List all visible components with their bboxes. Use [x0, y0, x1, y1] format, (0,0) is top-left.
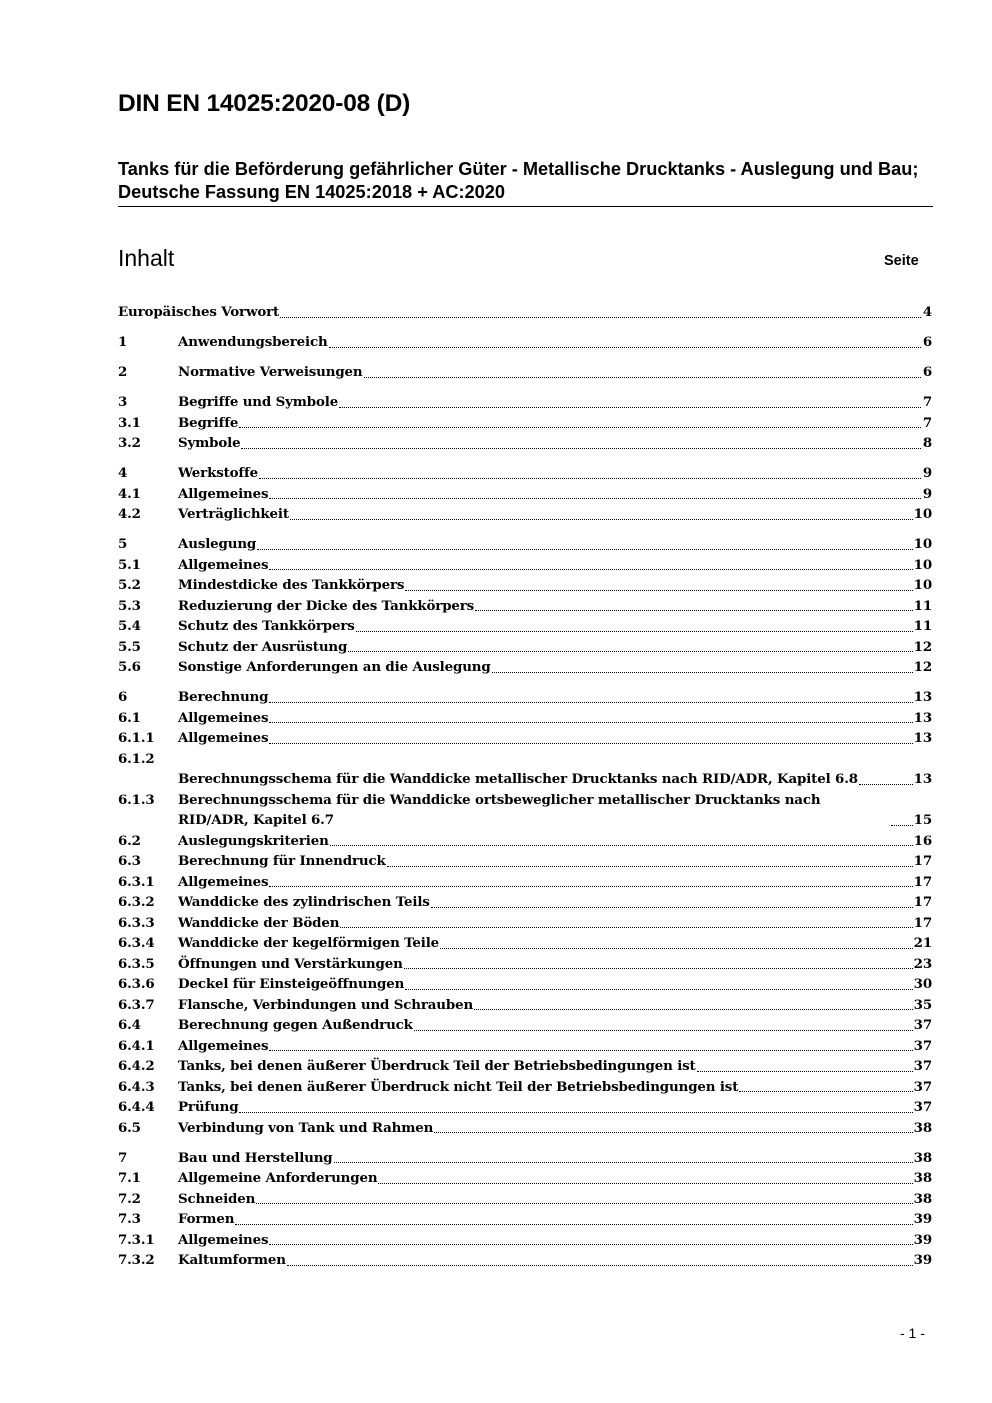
toc-entry[interactable]: [118, 392, 932, 413]
toc-entry-number: 4.2: [118, 506, 141, 522]
toc-entry-page: 37: [913, 1078, 932, 1095]
toc-dot-leader: [334, 1162, 913, 1163]
toc-entry-title: Allgemeines: [178, 873, 269, 890]
toc-dot-leader: [269, 743, 912, 744]
title-divider: [118, 206, 933, 207]
toc-entry-title: Wanddicke des zylindrischen Teils: [178, 894, 430, 910]
toc-dot-leader: [269, 569, 912, 570]
toc-entry-title: Auslegung: [178, 536, 257, 552]
toc-entry-title: Allgemeines: [178, 1037, 269, 1054]
toc-dot-leader: [235, 1224, 912, 1225]
toc-entry-title: Schutz des Tankkörpers: [178, 618, 355, 634]
toc-entry-number: 5.6: [118, 659, 141, 675]
toc-dot-leader: [239, 1112, 912, 1113]
toc-entry[interactable]: [118, 332, 932, 353]
toc-entry-number: 1: [118, 334, 128, 350]
toc-entry-page: 39: [913, 1231, 932, 1248]
toc-dot-leader: [269, 1050, 912, 1051]
toc-entry-number: 6.4.4: [118, 1099, 155, 1115]
toc-entry[interactable]: [118, 851, 932, 872]
toc-entry-number: 6: [118, 689, 128, 705]
toc-entry[interactable]: [118, 1015, 932, 1036]
toc-entry-number: 6.1: [118, 709, 141, 726]
toc-entry[interactable]: [118, 302, 932, 323]
toc-entry-page: 9: [922, 465, 932, 481]
toc-dot-leader: [287, 1265, 913, 1266]
toc-heading: Inhalt: [118, 245, 175, 271]
toc-entry[interactable]: [118, 616, 932, 637]
toc-entry-page: 38: [913, 1190, 932, 1207]
toc-entry-title: Allgemeines: [178, 556, 269, 573]
toc-entry-title: Wanddicke der Böden: [178, 914, 340, 931]
toc-entry[interactable]: [118, 596, 932, 617]
toc-entry-page: 39: [913, 1252, 932, 1268]
toc-entry-number: 6.1.3: [118, 791, 155, 808]
toc-dot-leader: [280, 317, 921, 318]
toc-dot-leader: [404, 968, 913, 969]
toc-entry-title: Allgemeine Anforderungen: [178, 1170, 378, 1186]
toc-entry-number: 3: [118, 394, 128, 410]
toc-entry[interactable]: [118, 995, 932, 1016]
toc-entry[interactable]: [118, 657, 932, 678]
toc-entry[interactable]: [118, 687, 932, 708]
toc-entry-page: 13: [913, 689, 932, 705]
toc-entry-page: 4: [922, 304, 932, 320]
toc-entry-page: 30: [913, 976, 932, 992]
toc-entry-page: 6: [922, 334, 932, 350]
toc-entry-page: 17: [913, 914, 932, 931]
toc-entry[interactable]: [118, 872, 932, 893]
toc-entry[interactable]: [118, 1209, 932, 1230]
toc-dot-leader: [259, 478, 921, 479]
toc-entry[interactable]: [118, 790, 932, 831]
toc-entry-page: 10: [913, 577, 932, 593]
toc-dot-leader: [492, 672, 913, 673]
toc-entry[interactable]: [118, 974, 932, 995]
toc-entry-number: 5.2: [118, 577, 141, 593]
toc-entry[interactable]: [118, 1118, 932, 1139]
toc-dot-leader: [339, 407, 921, 408]
toc-entry-title: Begriffe: [178, 414, 239, 431]
toc-entry-page: 38: [913, 1119, 932, 1136]
toc-entry-title: Berechnung: [178, 689, 269, 705]
toc-entry-title: Kaltumformen: [178, 1252, 286, 1268]
document-id: DIN EN 14025:2020-08 (D): [118, 90, 411, 117]
toc-entry-number: 5.5: [118, 638, 141, 655]
toc-dot-leader: [859, 784, 913, 785]
toc-entry[interactable]: [118, 708, 932, 729]
document-subtitle: Tanks für die Beförderung gefährlicher Güter - Metallische Drucktanks - Auslegung und Bau; Deutsche Fassung EN 14025:2018 + AC:2020: [118, 159, 919, 202]
toc-entry-page: 38: [913, 1149, 932, 1166]
toc-entry-number: 6.3.6: [118, 976, 155, 992]
toc-entry-title: Allgemeines: [178, 709, 269, 726]
toc-entry-title: Reduzierung der Dicke des Tankkörpers: [178, 597, 475, 614]
toc-entry-number: 7.3.2: [118, 1252, 155, 1268]
toc-entry[interactable]: [118, 831, 932, 852]
toc-entry[interactable]: [118, 555, 932, 576]
toc-entry-title: Auslegungskriterien: [178, 832, 329, 849]
toc-entry-title: Werkstoffe: [178, 465, 258, 481]
toc-entry-number: 4: [118, 465, 128, 481]
toc-entry-number: 5.4: [118, 618, 141, 634]
toc-entry-number: 5.1: [118, 556, 141, 573]
toc-entry-number: 7.1: [118, 1170, 141, 1186]
toc-entry-number: 6.1.2: [118, 750, 155, 767]
toc-entry-title: Schutz der Ausrüstung: [178, 638, 348, 655]
toc-entry-page: 9: [922, 485, 932, 502]
toc-entry-page: 35: [913, 996, 932, 1013]
toc-dot-leader: [475, 610, 913, 611]
toc-entry-page: 17: [913, 873, 932, 890]
toc-entry-number: 6.4.3: [118, 1078, 155, 1095]
toc-entry-number: 6.3: [118, 853, 141, 869]
table-of-contents: [118, 302, 932, 1271]
toc-entry-title: Europäisches Vorwort: [118, 304, 280, 320]
toc-entry-title: Allgemeines: [178, 485, 269, 502]
toc-entry-number: 6.4.2: [118, 1058, 155, 1074]
toc-entry-page: 17: [913, 853, 932, 869]
toc-entry-title: Schneiden: [178, 1190, 256, 1207]
toc-entry-page: 17: [913, 894, 932, 910]
toc-entry-title: Tanks, bei denen äußerer Überdruck Teil der Betriebsbedingungen ist: [178, 1058, 696, 1074]
toc-entry[interactable]: [118, 463, 932, 484]
toc-entry-title: Anwendungsbereich: [178, 334, 328, 350]
toc-entry-page: 7: [922, 414, 932, 431]
toc-entry-number: 6.4: [118, 1017, 141, 1033]
toc-entry-title: Prüfung: [178, 1099, 239, 1115]
toc-entry-number: 6.4.1: [118, 1037, 155, 1054]
toc-entry-title: Öffnungen und Verstärkungen: [178, 955, 403, 972]
toc-entry-title: Allgemeines: [178, 1231, 269, 1248]
toc-entry[interactable]: [118, 1250, 932, 1271]
toc-dot-leader: [269, 1244, 912, 1245]
toc-dot-leader: [257, 549, 913, 550]
toc-entry[interactable]: [118, 637, 932, 658]
toc-entry-title: Verträglichkeit: [178, 506, 289, 522]
toc-entry-number: 7.3: [118, 1211, 141, 1227]
toc-entry-number: 5: [118, 536, 128, 552]
toc-entry-number: 6.3.3: [118, 914, 155, 931]
toc-entry[interactable]: [118, 913, 932, 934]
toc-dot-leader: [405, 590, 912, 591]
page-number: - 1 -: [900, 1325, 925, 1341]
toc-entry[interactable]: [118, 933, 932, 954]
toc-entry-title: Sonstige Anforderungen an die Auslegung: [178, 659, 491, 675]
toc-entry-page: 8: [922, 435, 932, 451]
toc-entry-number: 6.3.7: [118, 996, 155, 1013]
toc-dot-leader: [387, 866, 913, 867]
toc-entry[interactable]: [118, 484, 932, 505]
toc-entry[interactable]: [118, 534, 932, 555]
toc-entry-number: 6.5: [118, 1119, 141, 1136]
toc-entry-number: 3.1: [118, 414, 141, 431]
toc-dot-leader: [256, 1203, 912, 1204]
toc-entry-page: 23: [913, 955, 932, 972]
toc-entry-title: Formen: [178, 1211, 235, 1227]
toc-dot-leader: [269, 702, 912, 703]
toc-dot-leader: [290, 519, 913, 520]
toc-entry-page: 13: [913, 771, 932, 787]
toc-entry-page: 39: [913, 1211, 932, 1227]
toc-entry[interactable]: [118, 1097, 932, 1118]
toc-entry-page: 37: [913, 1037, 932, 1054]
toc-entry-number: 6.3.4: [118, 935, 155, 951]
toc-entry-page: 11: [913, 597, 932, 614]
toc-dot-leader: [239, 427, 921, 428]
toc-entry-title: Allgemeines: [178, 730, 269, 746]
toc-dot-leader: [434, 1132, 912, 1133]
toc-entry-page: 12: [913, 659, 932, 675]
toc-entry[interactable]: [118, 575, 932, 596]
toc-entry[interactable]: [118, 728, 932, 749]
toc-entry-page: 10: [913, 536, 932, 552]
toc-entry[interactable]: [118, 504, 932, 525]
toc-entry[interactable]: [118, 1077, 932, 1098]
toc-dot-leader: [330, 845, 913, 846]
toc-entry-number: 6.3.5: [118, 955, 155, 972]
toc-dot-leader: [356, 631, 913, 632]
toc-entry-title: Berechnung für Innendruck: [178, 853, 386, 869]
toc-entry-title: Symbole: [178, 435, 241, 451]
toc-entry-page: 11: [913, 618, 932, 634]
toc-entry-number: 6.3.1: [118, 873, 155, 890]
toc-page-column-label: Seite: [884, 253, 919, 269]
toc-entry[interactable]: [118, 892, 932, 913]
toc-dot-leader: [440, 948, 913, 949]
toc-entry-number: 7.2: [118, 1190, 141, 1207]
toc-entry-number: 7.3.1: [118, 1231, 155, 1248]
toc-entry-page: 21: [913, 935, 932, 951]
toc-entry[interactable]: [118, 1168, 932, 1189]
toc-dot-leader: [405, 989, 912, 990]
toc-entry-title: Tanks, bei denen äußerer Überdruck nicht Teil der Betriebsbedingungen ist: [178, 1078, 739, 1095]
toc-entry-title: Begriffe und Symbole: [178, 394, 339, 410]
toc-entry-number: 7: [118, 1149, 128, 1166]
toc-entry[interactable]: [118, 954, 932, 975]
toc-entry[interactable]: [118, 1189, 932, 1210]
toc-entry-title: Berechnung gegen Außendruck: [178, 1017, 413, 1033]
toc-dot-leader: [474, 1009, 913, 1010]
toc-entry[interactable]: [118, 1230, 932, 1251]
toc-entry[interactable]: [118, 1056, 932, 1077]
toc-dot-leader: [269, 886, 912, 887]
toc-entry-page: 10: [913, 556, 932, 573]
toc-entry-number: 4.1: [118, 485, 141, 502]
toc-entry-page: 13: [913, 709, 932, 726]
toc-dot-leader: [414, 1030, 913, 1031]
toc-entry-page: 6: [922, 364, 932, 380]
toc-entry-title: Mindestdicke des Tankkörpers: [178, 577, 405, 593]
toc-entry-page: 15: [913, 812, 932, 828]
toc-entry-number: 5.3: [118, 597, 141, 614]
toc-dot-leader: [241, 448, 921, 449]
toc-entry-number: 2: [118, 364, 128, 380]
toc-entry-page: 38: [913, 1170, 932, 1186]
toc-dot-leader: [348, 651, 912, 652]
toc-dot-leader: [697, 1071, 913, 1072]
toc-entry-number: 6.1.1: [118, 730, 155, 746]
toc-dot-leader: [431, 907, 913, 908]
toc-entry[interactable]: [118, 749, 932, 790]
toc-entry-title: Wanddicke der kegelförmigen Teile: [178, 935, 440, 951]
toc-dot-leader: [739, 1091, 912, 1092]
toc-dot-leader: [364, 377, 921, 378]
toc-entry-title: Bau und Herstellung: [178, 1149, 333, 1166]
toc-entry[interactable]: [118, 362, 932, 383]
toc-entry-title: Normative Verweisungen: [178, 364, 363, 380]
toc-entry[interactable]: [118, 1036, 932, 1057]
toc-entry-page: 13: [913, 730, 932, 746]
toc-entry-number: 6.3.2: [118, 894, 155, 910]
toc-dot-leader: [340, 927, 912, 928]
toc-entry-title: Flansche, Verbindungen und Schrauben: [178, 996, 474, 1013]
toc-dot-leader: [891, 825, 913, 826]
toc-entry-page: 10: [913, 506, 932, 522]
toc-entry-number: 3.2: [118, 435, 141, 451]
toc-entry-page: 37: [913, 1099, 932, 1115]
toc-entry-title: Verbindung von Tank und Rahmen: [178, 1119, 434, 1136]
toc-dot-leader: [269, 722, 912, 723]
toc-dot-leader: [329, 347, 921, 348]
toc-entry-page: 7: [922, 394, 932, 410]
toc-entry[interactable]: [118, 1148, 932, 1169]
toc-dot-leader: [269, 498, 921, 499]
toc-entry-page: 37: [913, 1058, 932, 1074]
toc-entry-number: 6.2: [118, 832, 141, 849]
toc-dot-leader: [378, 1183, 912, 1184]
toc-entry[interactable]: [118, 413, 932, 434]
toc-entry-page: 16: [913, 832, 932, 849]
toc-entry-page: 12: [913, 638, 932, 655]
toc-entry-title: Berechnungsschema für die Wanddicke ortsbeweglicher metallischer Drucktanks nach RID/ADR, Kapitel 6.7: [178, 791, 821, 828]
toc-entry-page: 37: [913, 1017, 932, 1033]
toc-entry-title: Berechnungsschema für die Wanddicke metallischer Drucktanks nach RID/ADR, Kapitel 6.8: [178, 771, 858, 787]
toc-entry-title: Deckel für Einsteigeöffnungen: [178, 976, 405, 992]
toc-entry[interactable]: [118, 433, 932, 454]
